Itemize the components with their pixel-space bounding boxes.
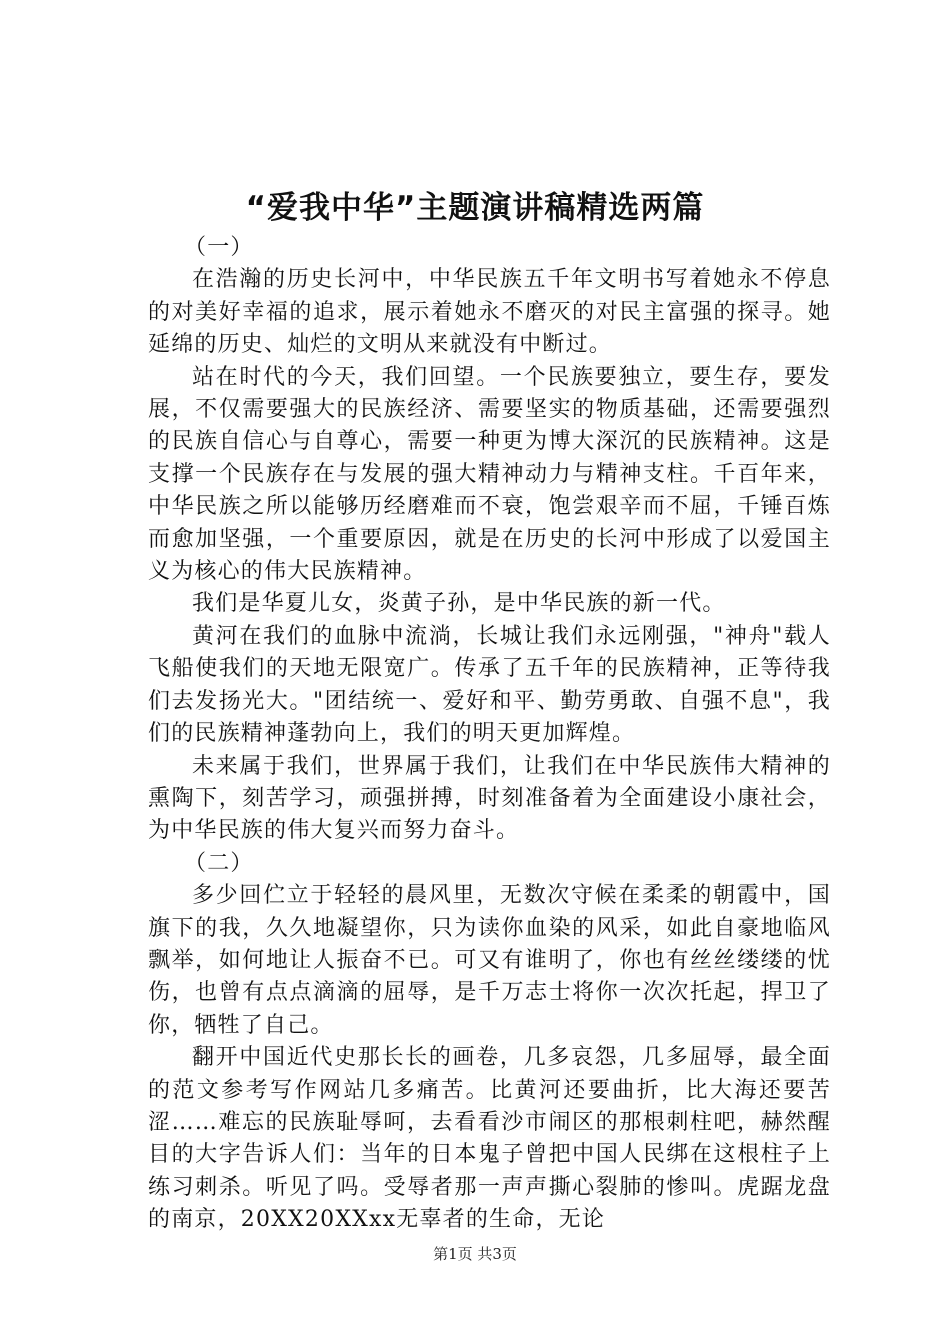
paragraph: 翻开中国近代史那长长的画卷，几多哀怨，几多屈辱，最全面的范文参考写作网站几多痛苦。比黄河还要曲折，比大海还要苦涩……难忘的民族耻辱呵，去看看沙市闹区的那根刺柱吧，赫然醒目的大字告诉人们：当年的日本鬼子曾把中国人民绑在这根柱子上练习刺杀。听见了吗。受辱者那一声声撕心裂肺的惨叫。虎踞龙盘的南京，20XX20XXxx无辜者的生命，无论	[148, 1045, 831, 1233]
paragraph: 未来属于我们，世界属于我们，让我们在中华民族伟大精神的熏陶下，刻苦学习，顽强拼搏，时刻准备着为全面建设小康社会，为中华民族的伟大复兴而努力奋斗。	[148, 753, 831, 844]
section-heading-1: （一）	[184, 235, 254, 260]
section-heading-2: （二）	[184, 850, 254, 876]
paragraph: 我们是华夏儿女，炎黄子孙，是中华民族的新一代。	[192, 591, 726, 617]
page-footer: 第1页 共3页	[433, 1245, 517, 1263]
document-body	[148, 232, 831, 1237]
document-title: “爱我中华”主题演讲稿精选两篇	[245, 190, 705, 226]
paragraph: 黄河在我们的血脉中流淌，长城让我们永远刚强，"神舟"载人飞船使我们的天地无限宽广。传承了五千年的民族精神，正等待我们去发扬光大。"团结统一、爱好和平、勤劳勇敢、自强不息"，我们的民族精神蓬勃向上，我们的明天更加辉煌。	[148, 623, 831, 747]
paragraph: 在浩瀚的历史长河中，中华民族五千年文明书写着她永不停息的对美好幸福的追求，展示着她永不磨灭的对民主富强的探寻。她延绵的历史、灿烂的文明从来就没有中断过。	[148, 267, 831, 358]
paragraph: 站在时代的今天，我们回望。一个民族要独立，要生存，要发展，不仅需要强大的民族经济、需要坚实的物质基础，还需要强烈的民族自信心与自尊心，需要一种更为博大深沉的民族精神。这是支撑一个民族存在与发展的强大精神动力与精神支柱。千百年来，中华民族之所以能够历经磨难而不衰，饱尝艰辛而不屈，千锤百炼而愈加坚强，一个重要原因，就是在历史的长河中形成了以爱国主义为核心的伟大民族精神。	[148, 364, 831, 585]
paragraph: 多少回伫立于轻轻的晨风里，无数次守候在柔柔的朝霞中，国旗下的我，久久地凝望你，只为读你血染的风采，如此自豪地临风飘举，如何地让人振奋不已。可又有谁明了，你也有丝丝缕缕的忧伤，也曾有点点滴滴的屈辱，是千万志士将你一次次托起，捍卫了你，牺牲了自己。	[148, 883, 831, 1038]
